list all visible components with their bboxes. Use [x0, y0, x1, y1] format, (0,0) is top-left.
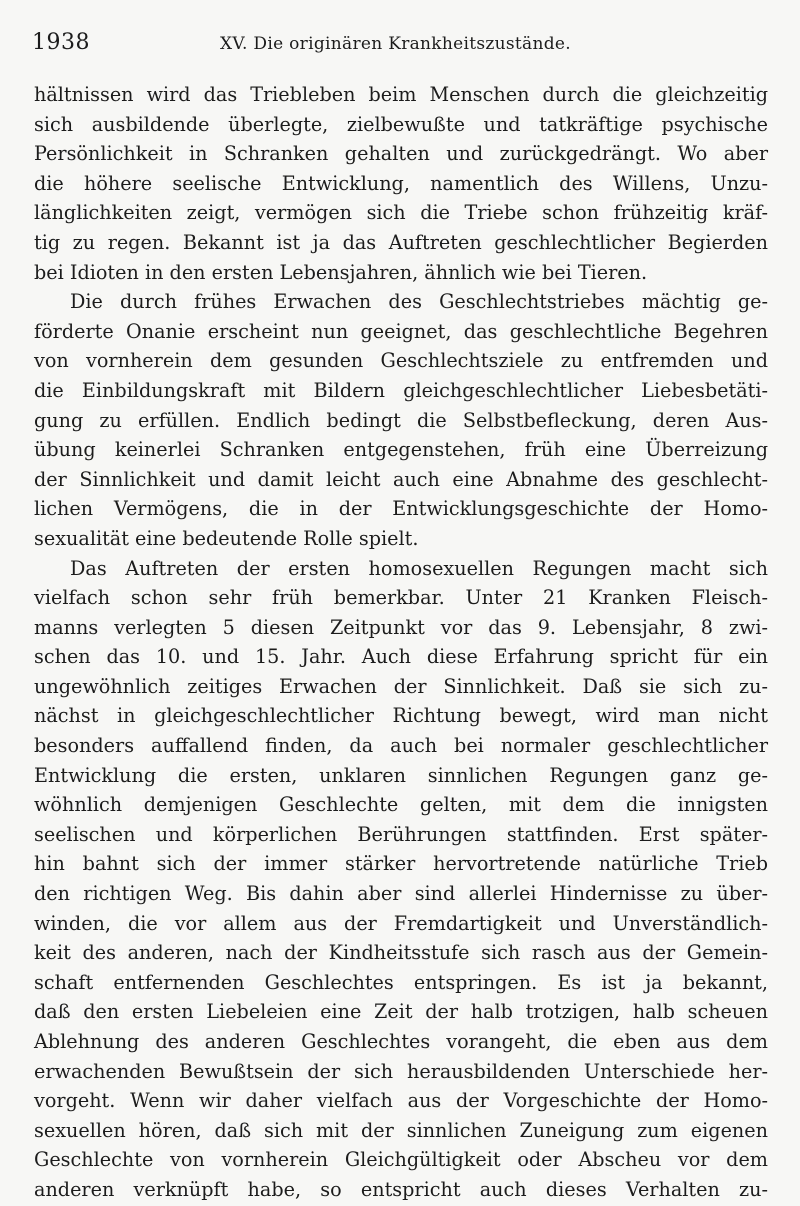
- text-line: von vornherein dem gesunden Geschlechtsziele zu entfremden und: [34, 349, 768, 373]
- text-line: vorgeht. Wenn wir daher vielfach aus der Vorgeschichte der Homo-: [34, 1089, 768, 1113]
- text-line: Persönlichkeit in Schranken gehalten und zurückgedrängt. Wo aber: [34, 142, 768, 166]
- text-line: Geschlechte von vornherein Gleichgültigkeit oder Abscheu vor dem: [34, 1148, 768, 1172]
- text-line: sexualität eine bedeutende Rolle spielt.: [34, 526, 419, 550]
- text-line: die Einbildungskraft mit Bildern gleichgeschlechtlicher Liebesbetäti-: [34, 378, 768, 402]
- text-line: sich ausbildende überlegte, zielbewußte und tatkräftige psychische: [34, 112, 768, 136]
- text-line: vielfach schon sehr früh bemerkbar. Unter 21 Kranken Fleisch-: [34, 586, 768, 610]
- page-header: [32, 30, 772, 60]
- text-line: lichen Vermögens, die in der Entwicklungsgeschichte der Homo-: [34, 497, 768, 521]
- text-line: keit des anderen, nach der Kindheitsstufe sich rasch aus der Gemein-: [34, 941, 768, 965]
- text-line: wöhnlich demjenigen Geschlechte gelten, mit dem die innigsten: [34, 793, 768, 817]
- text-line: Das Auftreten der ersten homosexuellen Regungen macht sich: [70, 556, 768, 580]
- text-line: Entwicklung die ersten, unklaren sinnlichen Regungen ganz ge-: [34, 763, 768, 787]
- text-line: Die durch frühes Erwachen des Geschlechtstriebes mächtig ge-: [70, 290, 768, 314]
- text-line: förderte Onanie erscheint nun geeignet, das geschlechtliche Begehren: [34, 319, 768, 343]
- text-line: daß den ersten Liebeleien eine Zeit der halb trotzigen, halb scheuen: [34, 1000, 768, 1024]
- text-line: nächst in gleichgeschlechtlicher Richtung bewegt, wird man nicht: [34, 704, 768, 728]
- text-line: erwachenden Bewußtsein der sich herausbildenden Unterschiede her-: [34, 1059, 768, 1083]
- text-line: übung keinerlei Schranken entgegenstehen, früh eine Überreizung: [34, 438, 768, 462]
- text-line: die höhere seelische Entwicklung, namentlich des Willens, Unzu-: [34, 171, 768, 195]
- text-line: manns verlegten 5 diesen Zeitpunkt vor das 9. Lebensjahr, 8 zwi-: [34, 615, 768, 639]
- paragraph: [34, 287, 768, 553]
- page-number: 1938: [32, 30, 90, 55]
- text-line: den richtigen Weg. Bis dahin aber sind allerlei Hindernisse zu über-: [34, 882, 768, 906]
- text-line: bei Idioten in den ersten Lebensjahren, ähnlich wie bei Tieren.: [34, 260, 648, 284]
- text-line: schaft entfernenden Geschlechtes entspringen. Es ist ja bekannt,: [34, 970, 768, 994]
- paragraph: [34, 554, 768, 1205]
- text-line: anderen verknüpft habe, so entspricht auch dieses Verhalten zu-: [34, 1177, 768, 1201]
- running-head: XV. Die originären Krankheitszustände.: [220, 34, 571, 54]
- text-line: hältnissen wird das Triebleben beim Menschen durch die gleichzeitig: [34, 83, 768, 106]
- text-line: hin bahnt sich der immer stärker hervortretende natürliche Trieb: [34, 852, 768, 876]
- text-line: winden, die vor allem aus der Fremdartigkeit und Unverständlich-: [34, 911, 768, 935]
- body-text: [34, 80, 768, 1205]
- text-line: schen das 10. und 15. Jahr. Auch diese Erfahrung spricht für ein: [34, 645, 768, 669]
- text-line: Ablehnung des anderen Geschlechtes vorangeht, die eben aus dem: [34, 1030, 768, 1053]
- text-line: tig zu regen. Bekannt ist ja das Auftreten geschlechtlicher Begierden: [34, 230, 768, 254]
- text-line: besonders auffallend finden, da auch bei normaler geschlechtlicher: [34, 734, 768, 758]
- text-line: länglichkeiten zeigt, vermögen sich die Triebe schon frühzeitig kräf-: [34, 201, 768, 225]
- text-line: seelischen und körperlichen Berührungen stattfinden. Erst später-: [34, 822, 768, 846]
- text-line: der Sinnlichkeit und damit leicht auch eine Abnahme des geschlecht-: [34, 467, 768, 491]
- text-line: gung zu erfüllen. Endlich bedingt die Selbstbefleckung, deren Aus-: [34, 408, 768, 432]
- text-line: ungewöhnlich zeitiges Erwachen der Sinnlichkeit. Daß sie sich zu-: [34, 674, 768, 698]
- paragraph: [34, 80, 768, 287]
- text-line: sexuellen hören, daß sich mit der sinnlichen Zuneigung zum eigenen: [34, 1118, 768, 1142]
